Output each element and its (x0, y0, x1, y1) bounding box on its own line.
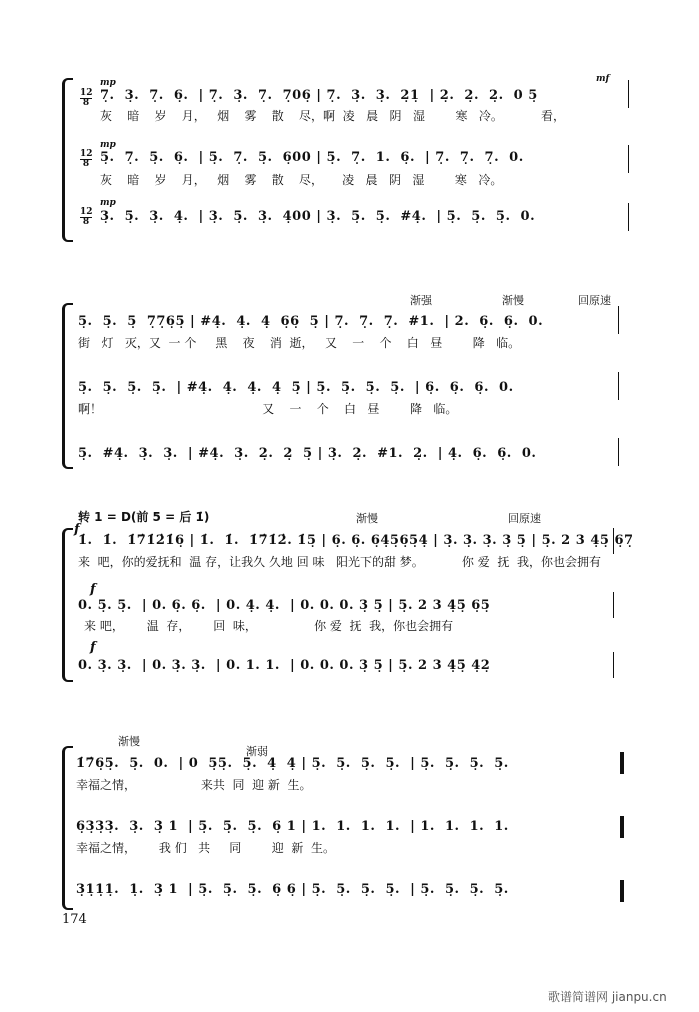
lyrics-voice-1: 来 吧，你的爱抚和 温 存，让我久 久地 回 味 阳光下的甜 梦。 你 爱 抚 我，你也会拥有 (78, 555, 601, 569)
time-sig-top: 12 (80, 88, 93, 98)
lyrics-voice-1: 灰 暗 岁 月， 烟 雾 散 尽，啊 凌 晨 阴 湿 寒 冷。 看， (100, 109, 566, 123)
page-number: 174 (62, 912, 87, 927)
final-barline (620, 880, 624, 902)
notes-voice-2: 5̣. 5̣. 5̣. 5̣. | #4̣. 4̣. 4̣. 4̣ 5̣ | 5̣. 5̣. 5̣. 5̣. | 6̣. 6̣. 6̣. 0. (78, 380, 524, 395)
system-brace (62, 78, 73, 242)
lyrics-voice-2: 灰 暗 岁 月， 烟 雾 散 尽， 凌 晨 阴 湿 寒 冷。 (100, 173, 503, 187)
system-brace (62, 528, 73, 682)
lyrics-voice-1: 街 灯 灭，又 一 个 黑 夜 消 逝， 又 一 个 白 昼 降 临。 (78, 336, 521, 350)
notes-voice-1: 5̣. 5̣. 5̣ 7̣7̣6̣5̣ | #4̣. 4̣. 4̣ 6̣6̣ 5̣ | 7̣. 7̣. 7̣. #1. | 2. 6̣. 6̣. 0. (78, 314, 554, 329)
barline (613, 652, 614, 678)
marking-a-tempo: 回原速 (508, 512, 541, 525)
time-sig-bottom: 8 (80, 98, 92, 108)
time-signature (80, 150, 92, 169)
time-sig-top: 12 (80, 149, 93, 159)
lyrics-voice-1: 幸福之情， 来共 同 迎 新 生。 (76, 778, 312, 792)
lyrics-voice-2: 幸福之情， 我 们 共 同 迎 新 生。 (76, 841, 335, 855)
dynamic-mf: mf (596, 74, 610, 84)
notes-voice-3: 0. 3̣. 3̣. | 0. 3̣. 3̣. | 0. 1. 1. | 0. 0. 0. 3̣ 5̣ | 5̣. 2 3 4̣5̣ 4̣2̣ (78, 658, 491, 673)
time-signature (80, 89, 92, 108)
system-brace (62, 746, 73, 910)
final-barline (620, 752, 624, 774)
notes-voice-2: 0. 5̣. 5̣. | 0. 6̣. 6̣. | 0. 4̣. 4̣. | 0. 0. 0. 3̣ 5̣ | 5̣. 2 3 4̣5̣ 6̣5̣ (78, 598, 491, 613)
marking-ritardando: 渐慢 (118, 735, 140, 748)
time-sig-bottom: 8 (80, 217, 92, 227)
key-change: 转 1 = D(前 5 = 后 1̇) (78, 510, 210, 524)
system-brace (62, 303, 73, 469)
marking-a-tempo: 回原速 (578, 294, 611, 307)
dynamic-f: f (74, 522, 80, 537)
final-barline (620, 816, 624, 838)
marking-ritardando: 渐慢 (356, 512, 378, 525)
marking-ritardando: 渐慢 (502, 294, 524, 307)
barline (618, 372, 619, 400)
dynamic-f: f (90, 582, 96, 597)
dynamic-mp: mp (100, 140, 116, 150)
lyrics-voice-2: 啊！ 又 一 个 白 昼 降 临。 (78, 402, 458, 416)
barline (618, 306, 619, 334)
time-sig-top: 12 (80, 207, 93, 217)
notes-voice-1: 7̣. 3̣. 7̣. 6̣. | 7̣. 3̣. 7̣. 7̣06̣ | 7̣. 3̣. 3̣. 2̣1̣ | 2̣. 2̣. 2̣. 0 5̣ (100, 88, 543, 103)
notes-voice-2: 6̣3̣3̣3̣. 3̣. 3̣ 1 | 5̣. 5̣. 5̣. 6̣ 1 | 1. 1. 1. 1. | 1. 1. 1. 1. (76, 819, 509, 834)
watermark: 歌谱简谱网 jianpu.cn (548, 990, 667, 1004)
dynamic-f: f (90, 640, 96, 655)
time-signature (80, 208, 92, 227)
notes-voice-1: 1̇. 1̇. 1̇7̇1̇2̇1̇6̣ | 1̇. 1̇. 1̇7̇1̇2̇. 1̇5̣ | 6̣. 6̣. 6̣4̣5̣6̣5̣4̣ | 3̣. 3̣. 3̣. 3̣ 5̣ | 5̣. 2 3 4̣5̣ 6̣7̣ (78, 533, 634, 548)
barline (628, 203, 629, 231)
barline (618, 438, 619, 466)
time-sig-bottom: 8 (80, 159, 92, 169)
dynamic-mp: mp (100, 198, 116, 208)
notes-voice-1: 1̇7̇6̣5̣. 5̣. 0. | 0 5̣5̣. 5̣. 4̣ 4̣ | 5̣. 5̣. 5̣. 5̣. | 5̣. 5̣. 5̣. 5̣. (76, 756, 509, 771)
lyrics-voice-2: 来 吧， 温 存， 回 味， 你 爱 抚 我，你也会拥有 (84, 619, 454, 633)
notes-voice-3: 5̣. #4̣. 3̣. 3̣. | #4̣. 3̣. 2̣. 2̣ 5̣ | 3̣. 2̣. #1. 2̣. | 4̣. 6̣. 6̣. 0. (78, 446, 547, 461)
barline (628, 145, 629, 173)
barline (628, 80, 629, 108)
marking-diminuendo: 渐弱 (246, 745, 268, 758)
notes-voice-2: 5̣. 7̣. 5̣. 6̣. | 5̣. 7̣. 5̣. 6̣00 | 5̣. 7̣. 1. 6̣. | 7̣. 7̣. 7̣. 0. (100, 150, 534, 165)
barline (613, 592, 614, 618)
dynamic-mp: mp (100, 78, 116, 88)
notes-voice-3: 3̣1̣1̣1̣. 1̣. 3̣ 1 | 5̣. 5̣. 5̣. 6̣ 6̣ | 5̣. 5̣. 5̣. 5̣. | 5̣. 5̣. 5̣. 5̣. (76, 882, 509, 897)
notes-voice-3: 3̣. 5̣. 3̣. 4̣. | 3̣. 5̣. 3̣. 4̣00 | 3̣. 5̣. 5̣. #4̣. | 5̣. 5̣. 5̣. 0. (100, 209, 546, 224)
marking-crescendo: 渐强 (410, 294, 432, 307)
